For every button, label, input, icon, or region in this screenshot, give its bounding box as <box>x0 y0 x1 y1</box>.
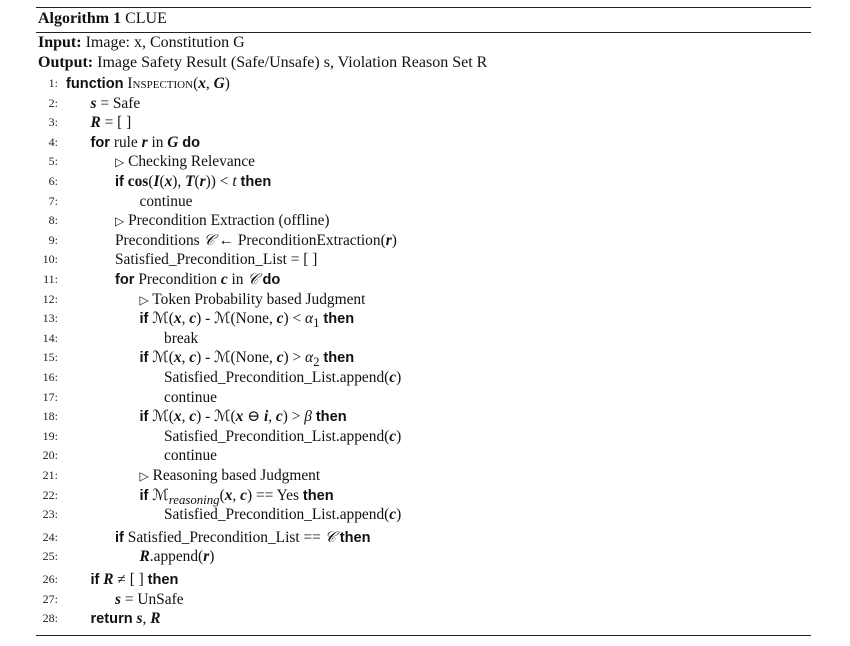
line-number: 6: <box>48 174 58 188</box>
line-code: ▷ Precondition Extraction (offline) <box>115 212 330 230</box>
line-number: 18: <box>42 409 58 424</box>
line-number: 15: <box>42 350 58 365</box>
line-code: Preconditions 𝒞 ← PreconditionExtraction(r) <box>115 231 397 249</box>
output-line <box>38 53 487 73</box>
line-code: continue <box>139 192 193 210</box>
input-text: Image: x, Constitution G <box>85 34 245 51</box>
line-code: if ℳ$_{reasoning}$(x, c) == Yes then <box>139 486 334 507</box>
line-code: continue <box>164 447 217 465</box>
line-number: 9: <box>48 232 58 247</box>
algorithm-label: Algorithm 1 <box>38 10 122 27</box>
line-number: 22: <box>42 487 58 502</box>
line-code: ▷ Reasoning based Judgment <box>139 467 321 484</box>
line-number: 24: <box>42 529 58 544</box>
line-code: if cos(I(x), T(r)) < t then <box>115 173 272 190</box>
line-number: 26: <box>42 572 58 586</box>
line-number: 20: <box>42 448 58 463</box>
algorithm-caption <box>38 8 167 30</box>
line-number: 11: <box>43 272 58 286</box>
algorithm-name: CLUE <box>125 10 167 27</box>
line-code: if ℳ(x, c) - ℳ(x ⊖ i, c) > β then <box>139 408 347 426</box>
line-number: 13: <box>42 311 58 326</box>
line-code: break <box>164 329 199 347</box>
line-number: 25: <box>42 549 58 564</box>
line-number: 17: <box>42 389 58 404</box>
line-code: Satisfied_Precondition_List = [ ] <box>115 251 318 269</box>
line-code: if ℳ(x, c) - ℳ(None, $c) > \alpha_2$ then <box>139 349 355 370</box>
line-number: 5: <box>48 154 58 169</box>
line-code: return s, R <box>90 610 161 628</box>
line-code: for rule r in G do <box>90 133 201 151</box>
line-number: 10: <box>42 252 58 267</box>
line-number: 12: <box>42 291 58 306</box>
line-code: s = UnSafe <box>115 590 184 608</box>
output-label: Output: <box>38 54 94 71</box>
line-number: 23: <box>42 507 58 522</box>
line-code: Satisfied_Precondition_List.append(c) <box>164 506 402 524</box>
line-code: R.append(r) <box>139 548 215 566</box>
line-code: if R ≠ [ ] then <box>90 571 179 588</box>
line-number: 28: <box>42 611 58 626</box>
line-code: ▷ Token Probability based Judgment <box>139 290 366 308</box>
line-code: s = Safe <box>90 94 141 112</box>
line-code: function Inspection(x, G) <box>66 75 230 92</box>
line-code: Satisfied_Precondition_List.append(c) <box>164 427 402 445</box>
line-number: 14: <box>42 330 58 345</box>
bottom-rule <box>36 635 811 636</box>
line-code: ▷ Checking Relevance <box>115 153 256 171</box>
input-line <box>38 33 245 53</box>
input-label: Input: <box>38 34 82 51</box>
line-code: for Precondition c in 𝒞 do <box>115 271 281 288</box>
algorithm-block <box>36 0 811 646</box>
output-text: Image Safety Result (Safe/Unsafe) s, Violation Reason Set R <box>97 54 488 71</box>
line-code: Satisfied_Precondition_List.append(c) <box>164 369 402 386</box>
line-number: 7: <box>48 193 58 208</box>
line-number: 8: <box>48 213 58 228</box>
line-number: 2: <box>48 95 58 110</box>
line-number: 19: <box>42 428 58 443</box>
line-code: if ℳ(x, c) - ℳ(None, $c) < \alpha_1$ then <box>139 310 355 331</box>
line-code: continue <box>164 388 217 406</box>
line-number: 1: <box>48 76 58 90</box>
line-number: 4: <box>48 134 58 149</box>
line-code: R = [ ] <box>90 114 132 132</box>
line-number: 3: <box>48 115 58 130</box>
line-number: 27: <box>42 591 58 606</box>
line-number: 16: <box>42 370 58 384</box>
line-number: 21: <box>42 468 58 482</box>
line-code: if Satisfied_Precondition_List == 𝒞 then <box>115 528 371 546</box>
